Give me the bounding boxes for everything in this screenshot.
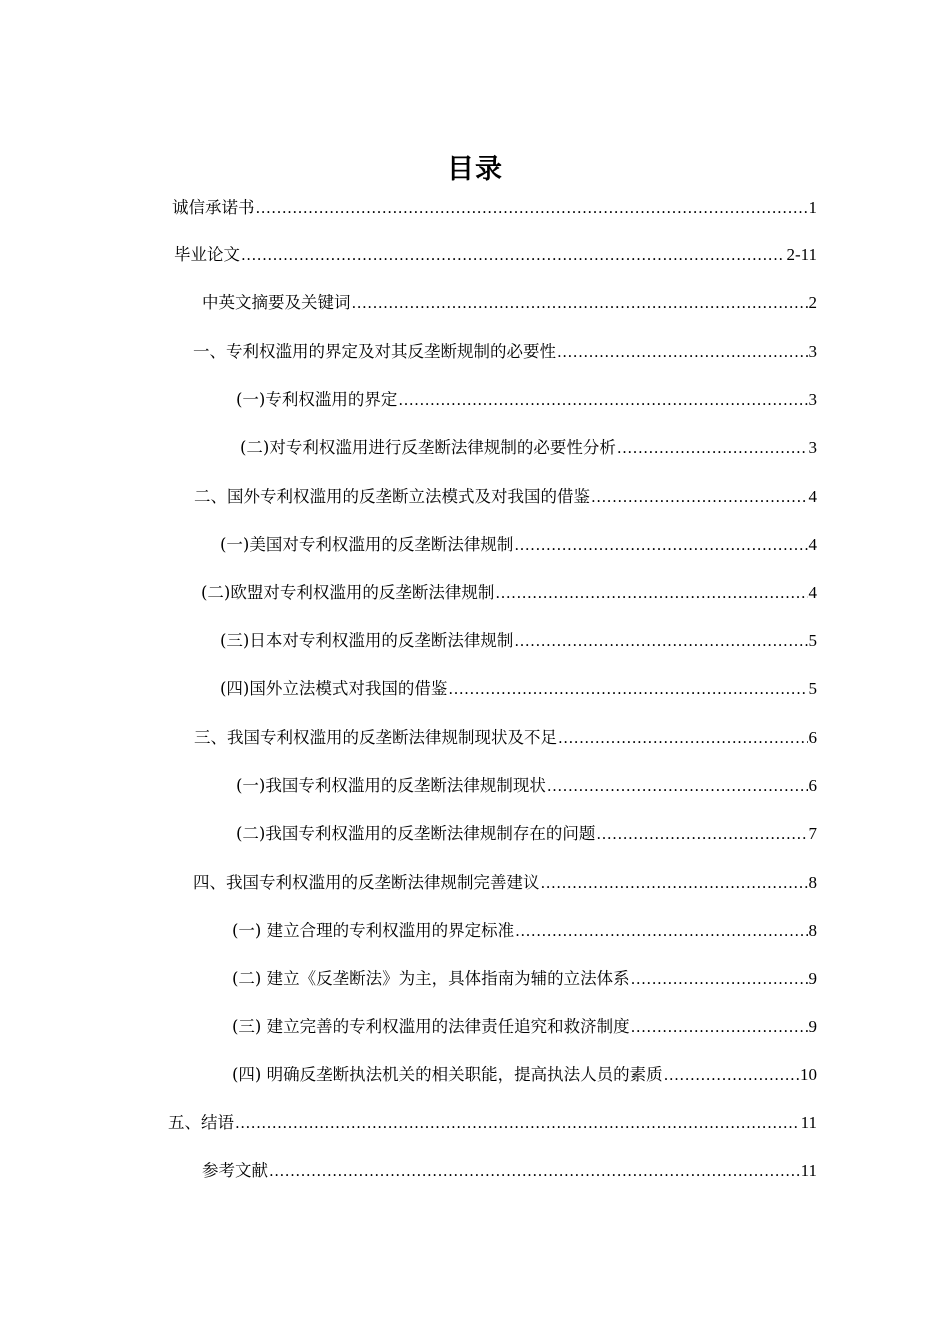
toc-entry[interactable] bbox=[172, 194, 817, 222]
toc-entry-page: 8 bbox=[808, 921, 817, 940]
toc-entry-page: 3 bbox=[808, 342, 817, 361]
toc-entry[interactable] bbox=[220, 627, 817, 655]
toc-leader-dots bbox=[514, 627, 807, 655]
toc-leader-dots bbox=[617, 434, 808, 462]
toc-entry-page: 2 bbox=[808, 293, 817, 312]
toc-entry-title: (一)我国专利权滥用的反垄断法律规制现状 bbox=[236, 776, 546, 795]
toc-title: 目录 bbox=[447, 154, 503, 185]
toc-entry[interactable] bbox=[236, 820, 817, 848]
toc-entry-title: (一)美国对专利权滥用的反垄断法律规制 bbox=[220, 535, 514, 554]
toc-entry-page: 11 bbox=[800, 1161, 817, 1180]
toc-entry-title: 五、结语 bbox=[168, 1113, 234, 1132]
toc-entry[interactable] bbox=[232, 1013, 817, 1041]
toc-entry-title: 四、我国专利权滥用的反垄断法律规制完善建议 bbox=[193, 873, 540, 892]
toc-entry-page: 9 bbox=[808, 969, 817, 988]
toc-entry[interactable] bbox=[236, 772, 817, 800]
toc-entry-title: 一、专利权滥用的界定及对其反垄断规制的必要性 bbox=[193, 342, 556, 361]
toc-entry-title: 诚信承诺书 bbox=[172, 198, 255, 217]
toc-entry-title: (四) 明确反垄断执法机关的相关职能，提高执法人员的素质 bbox=[232, 1065, 663, 1084]
toc-leader-dots bbox=[514, 531, 807, 559]
toc-entry[interactable] bbox=[220, 675, 817, 703]
toc-entry[interactable] bbox=[240, 434, 817, 462]
toc-entry-title: (二)我国专利权滥用的反垄断法律规制存在的问题 bbox=[236, 824, 596, 843]
toc-entry-title: (二)对专利权滥用进行反垄断法律规制的必要性分析 bbox=[240, 438, 616, 457]
toc-leader-dots bbox=[256, 194, 808, 222]
toc-entry-page: 5 bbox=[808, 631, 817, 650]
toc-entry-page: 3 bbox=[808, 390, 817, 409]
toc-leader-dots bbox=[352, 289, 808, 317]
toc-entry-title: 中英文摘要及关键词 bbox=[202, 293, 351, 312]
toc-leader-dots bbox=[596, 820, 807, 848]
toc-entry[interactable] bbox=[232, 917, 817, 945]
toc-leader-dots bbox=[557, 338, 808, 366]
toc-entry[interactable] bbox=[201, 579, 817, 607]
toc-entry-title: (一) 建立合理的专利权滥用的界定标准 bbox=[232, 921, 515, 940]
toc-entry-page: 3 bbox=[808, 438, 817, 457]
toc-leader-dots bbox=[591, 483, 808, 511]
toc-entry-page: 10 bbox=[800, 1065, 817, 1084]
toc-leader-dots bbox=[664, 1061, 799, 1089]
toc-entry-page: 4 bbox=[808, 487, 817, 506]
toc-entry-page: 1 bbox=[808, 198, 817, 217]
toc-entry-title: 三、我国专利权滥用的反垄断法律规制现状及不足 bbox=[194, 728, 557, 747]
toc-leader-dots bbox=[448, 675, 807, 703]
toc-entry[interactable] bbox=[232, 965, 817, 993]
toc-leader-dots bbox=[631, 1013, 808, 1041]
toc-leader-dots bbox=[241, 241, 785, 269]
toc-entry-page: 11 bbox=[800, 1113, 817, 1132]
toc-entry-page: 2-11 bbox=[786, 245, 817, 264]
toc-entry[interactable] bbox=[232, 1061, 817, 1089]
toc-entry-page: 7 bbox=[808, 824, 817, 843]
toc-leader-dots bbox=[515, 917, 807, 945]
toc-leader-dots bbox=[547, 772, 808, 800]
toc-entry[interactable] bbox=[193, 869, 817, 897]
toc-entry[interactable] bbox=[202, 289, 817, 317]
toc-leader-dots bbox=[631, 965, 808, 993]
toc-leader-dots bbox=[558, 724, 808, 752]
toc-leader-dots bbox=[495, 579, 807, 607]
toc-entry-title: (三)日本对专利权滥用的反垄断法律规制 bbox=[220, 631, 514, 650]
toc-entry[interactable] bbox=[194, 724, 817, 752]
toc-leader-dots bbox=[398, 386, 807, 414]
toc-entry-page: 4 bbox=[808, 535, 817, 554]
toc-entry-title: (一)专利权滥用的界定 bbox=[236, 390, 398, 409]
toc-entry-page: 9 bbox=[808, 1017, 817, 1036]
toc-entry-page: 6 bbox=[808, 728, 817, 747]
toc-entry-title: 二、国外专利权滥用的反垄断立法模式及对我国的借鉴 bbox=[194, 487, 590, 506]
toc-entry[interactable] bbox=[194, 483, 817, 511]
toc-entry-title: 毕业论文 bbox=[174, 245, 240, 264]
toc-entry-page: 6 bbox=[808, 776, 817, 795]
toc-entry[interactable] bbox=[220, 531, 817, 559]
toc-leader-dots bbox=[269, 1157, 800, 1185]
toc-entry[interactable] bbox=[236, 386, 817, 414]
toc-entry-title: (四)国外立法模式对我国的借鉴 bbox=[220, 679, 448, 698]
toc-leader-dots bbox=[235, 1109, 800, 1137]
toc-entry-title: (三) 建立完善的专利权滥用的法律责任追究和救济制度 bbox=[232, 1017, 630, 1036]
toc-entry[interactable] bbox=[168, 1109, 817, 1137]
toc-entry[interactable] bbox=[193, 338, 817, 366]
toc-entry-title: (二)欧盟对专利权滥用的反垄断法律规制 bbox=[201, 583, 495, 602]
toc-entry-title: 参考文献 bbox=[202, 1161, 268, 1180]
toc-entry-page: 4 bbox=[808, 583, 817, 602]
toc-entry[interactable] bbox=[174, 241, 817, 269]
toc-leader-dots bbox=[541, 869, 808, 897]
toc-entry[interactable] bbox=[202, 1157, 817, 1185]
toc-entry-page: 8 bbox=[808, 873, 817, 892]
toc-entry-page: 5 bbox=[808, 679, 817, 698]
toc-entry-title: (二) 建立《反垄断法》为主，具体指南为辅的立法体系 bbox=[232, 969, 630, 988]
